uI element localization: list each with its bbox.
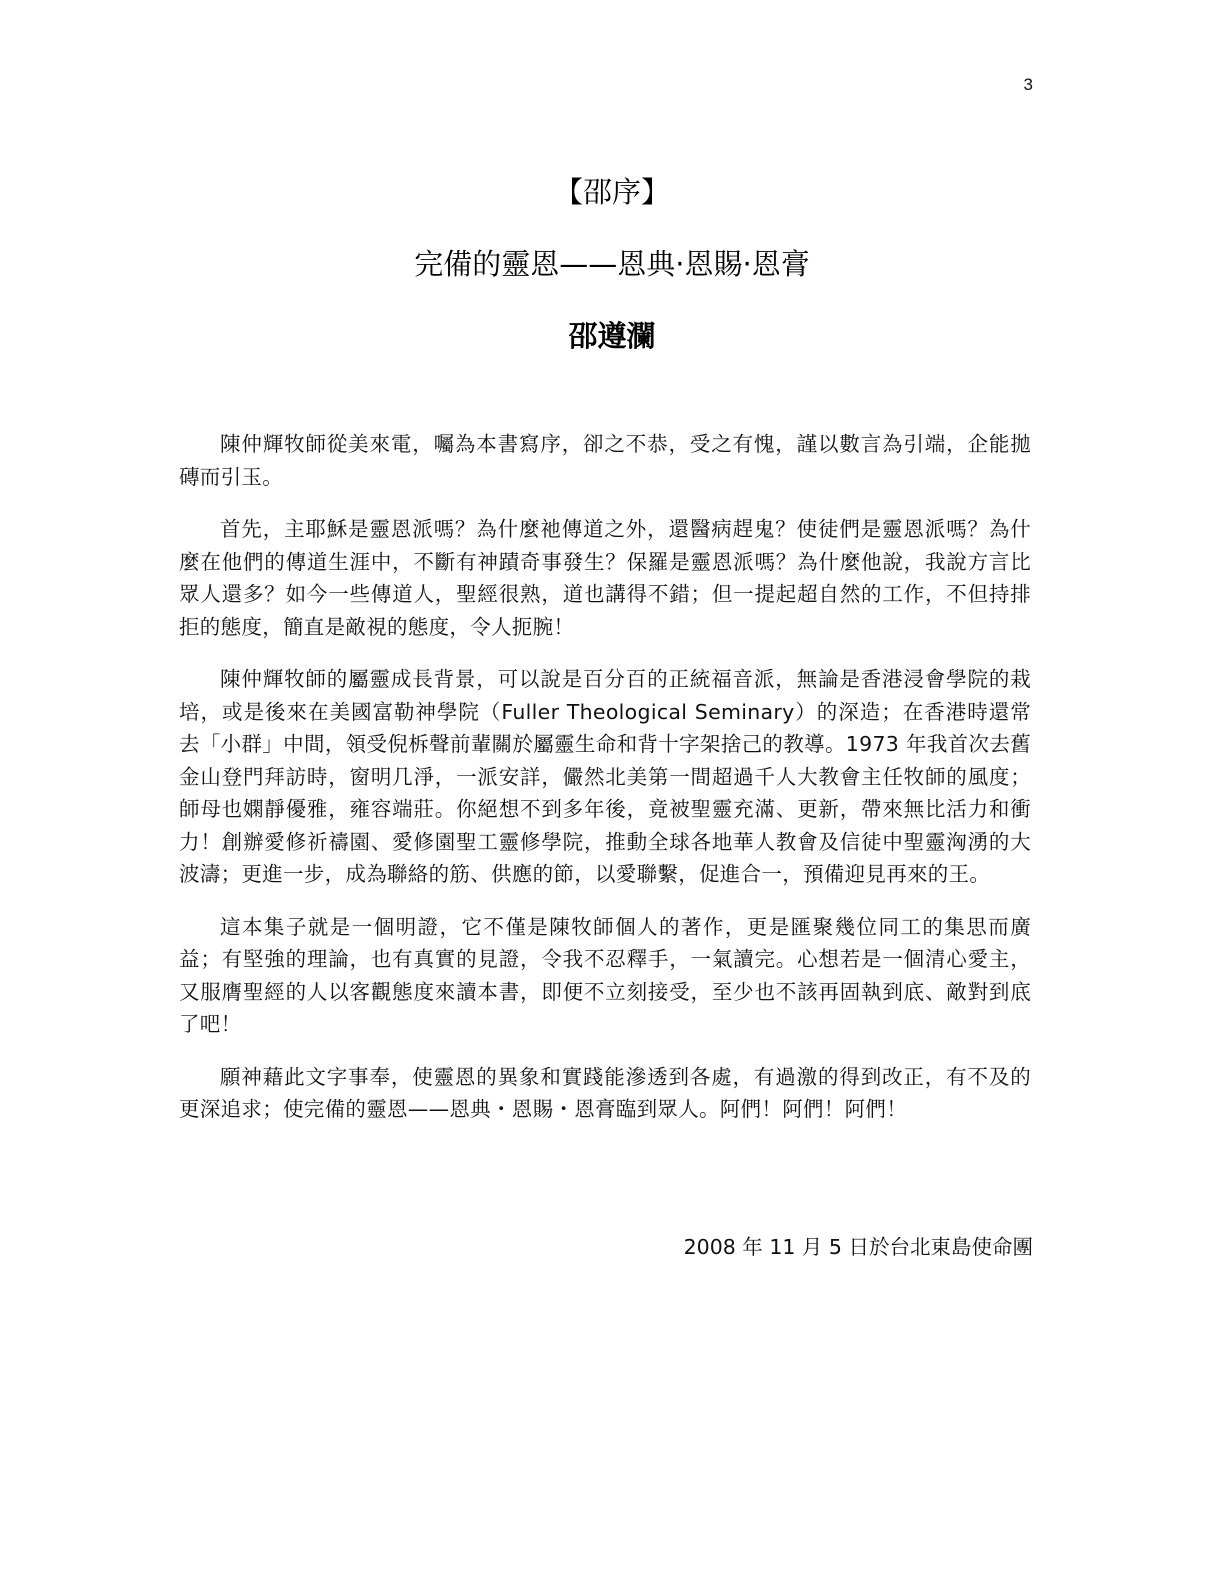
paragraph: 陳仲輝牧師從美來電，囑為本書寫序，卻之不恭，受之有愧，謹以數言為引端，企能拋磚而引玉。	[179, 432, 1031, 489]
paragraph: 願神藉此文字事奉，使靈恩的異象和實踐能滲透到各處，有過激的得到改正，有不及的更深追求；使完備的靈恩——恩典・恩賜・恩膏臨到眾人。阿們！阿們！阿們！	[179, 1064, 1031, 1121]
paragraph: 陳仲輝牧師的屬靈成長背景，可以說是百分百的正統福音派，無論是香港浸會學院的栽培，或是後來在美國富勒神學院（Fuller Theological Seminary）的深造；在香港時還常去「小群」中間，領受倪柝聲前輩關於屬靈生命和背十字架捨己的教導。1973 年我首次去舊金山登門拜訪時，窗明几淨，一派安詳，儼然北美第一間超過千人大教會主任牧師的風度；師母也嫻靜優雅，雍容端莊。你絕想不到多年後，竟被聖靈充滿、更新，帶來無比活力和衝力！創辦愛修祈禱園、愛修園聖工靈修學院，推動全球各地華人教會及信徒中聖靈洶湧的大波濤；更進一步，成為聯絡的筋、供應的節，以愛聯繫，促進合一，預備迎見再來的王。	[179, 667, 1031, 886]
date-place-signoff: 2008 年 11 月 5 日於台北東島使命團	[683, 1235, 1033, 1259]
author-name: 邵遵瀾	[568, 319, 656, 353]
paragraph: 首先，主耶穌是靈恩派嗎？為什麼祂傳道之外，還醫病趕鬼？使徒們是靈恩派嗎？為什麼在他們的傳道生涯中，不斷有神蹟奇事發生？保羅是靈恩派嗎？為什麼他說，我說方言比眾人還多？如今一些傳道人，聖經很熟，道也講得不錯；但一提起超自然的工作，不但持排拒的態度，簡直是敵視的態度，令人扼腕！	[179, 517, 1031, 639]
document-title: 完備的靈恩——恩典·恩賜·恩膏	[414, 247, 810, 281]
preface-body	[179, 428, 1031, 1146]
paragraph: 這本集子就是一個明證，它不僅是陳牧師個人的著作，更是匯聚幾位同工的集思而廣益；有堅強的理論，也有真實的見證，令我不忍釋手，一氣讀完。心想若是一個清心愛主，又服膺聖經的人以客觀態度來讀本書，即便不立刻接受，至少也不該再固執到底、敵對到底了吧！	[179, 914, 1031, 1036]
section-label: 【邵序】	[553, 175, 670, 209]
page-number: 3	[1023, 75, 1033, 94]
